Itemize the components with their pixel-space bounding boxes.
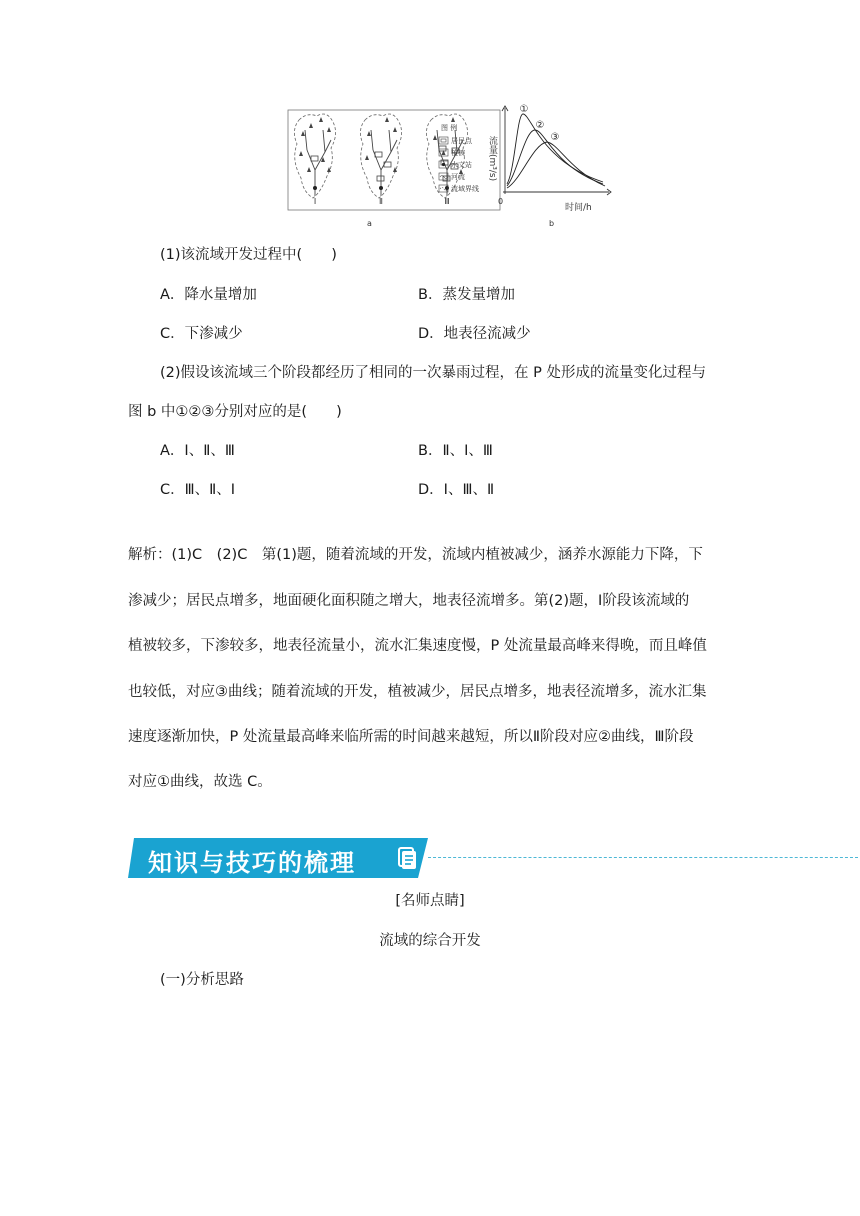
q1-option-d: D．地表径流减少: [418, 326, 531, 342]
legend-label-5: 流域界线: [451, 185, 479, 193]
section-banner: [128, 838, 428, 878]
part-a-frame: [288, 110, 500, 210]
legend-label-2: 植被: [451, 149, 465, 157]
x-axis-label: 时间/h: [565, 203, 592, 213]
origin-label: 0: [498, 197, 504, 206]
legend-label-1: 居民点: [451, 137, 472, 145]
figure: [287, 100, 617, 230]
analysis-line-6: 对应①曲线，故选 C。: [128, 774, 272, 790]
hydrograph: [487, 104, 611, 228]
stage-label-2: Ⅱ: [379, 197, 383, 206]
figure-svg: [287, 100, 617, 230]
basin-stage-1: [294, 114, 335, 198]
banner-dashed-rule: [428, 857, 858, 858]
q2-stem-line2: 图 b 中①②③分别对应的是( ): [128, 404, 342, 420]
house-icon: [441, 139, 446, 142]
q1-stem: (1)该流域开发过程中( ): [160, 247, 337, 263]
legend-label-4: 河流: [451, 173, 465, 181]
q2-option-d: D．Ⅰ、Ⅲ、Ⅱ: [418, 482, 495, 498]
q2-option-a: A．Ⅰ、Ⅱ、Ⅲ: [160, 443, 235, 459]
legend: [439, 123, 479, 193]
banner-title: 知识与技巧的梳理: [148, 849, 356, 877]
stage-label-1: Ⅰ: [313, 197, 317, 206]
q2-option-c: C．Ⅲ、Ⅱ、Ⅰ: [160, 482, 236, 498]
curve-label-2: ②: [535, 120, 545, 131]
q1-option-b: B．蒸发量增加: [418, 287, 515, 303]
q1-option-a: A．降水量增加: [160, 287, 257, 303]
document-icon: [396, 846, 418, 870]
curve-1: [507, 114, 603, 184]
part-b-label: b: [549, 219, 555, 228]
curve-3: [507, 142, 605, 188]
analysis-line-3: 植被较多，下渗较多，地表径流量小，流水汇集速度慢，P 处流量最高峰来得晚，而且峰值: [128, 638, 707, 654]
section-topic: 流域的综合开发: [379, 933, 481, 949]
y-axis-label: 流量(m³/s): [487, 136, 497, 182]
section-subtitle: [名师点睛]: [395, 893, 465, 909]
analysis-line-5: 速度逐渐加快，P 处流量最高峰来临所需的时间越来越短，所以Ⅱ阶段对应②曲线，Ⅲ阶段: [128, 729, 694, 745]
part-a-label: a: [367, 219, 372, 228]
legend-label-3: 水文站: [451, 161, 472, 169]
analysis-line-2: 渗减少；居民点增多，地面硬化面积随之增大，地表径流增多。第(2)题，Ⅰ阶段该流域的: [128, 593, 690, 609]
dot-icon: [442, 163, 445, 166]
q1-option-c: C．下渗减少: [160, 326, 243, 342]
basin-stage-2: [360, 114, 401, 198]
curve-label-1: ①: [519, 104, 529, 115]
curve-label-3: ③: [550, 132, 560, 143]
section-item-1: (一)分析思路: [160, 972, 244, 988]
stage-label-3: Ⅲ: [444, 197, 450, 206]
q2-stem-line1: (2)假设该流域三个阶段都经历了相同的一次暴雨过程，在 P 处形成的流量变化过程与: [160, 365, 706, 381]
legend-title: 图 例: [441, 124, 458, 132]
q2-option-b: B．Ⅱ、Ⅰ、Ⅲ: [418, 443, 493, 459]
analysis-line-1: 解析：(1)C (2)C 第(1)题，随着流域的开发，流域内植被减少，涵养水源能力下降，下: [128, 547, 703, 563]
analysis-line-4: 也较低，对应③曲线；随着流域的开发，植被减少，居民点增多，地表径流增多，流水汇集: [128, 684, 707, 700]
